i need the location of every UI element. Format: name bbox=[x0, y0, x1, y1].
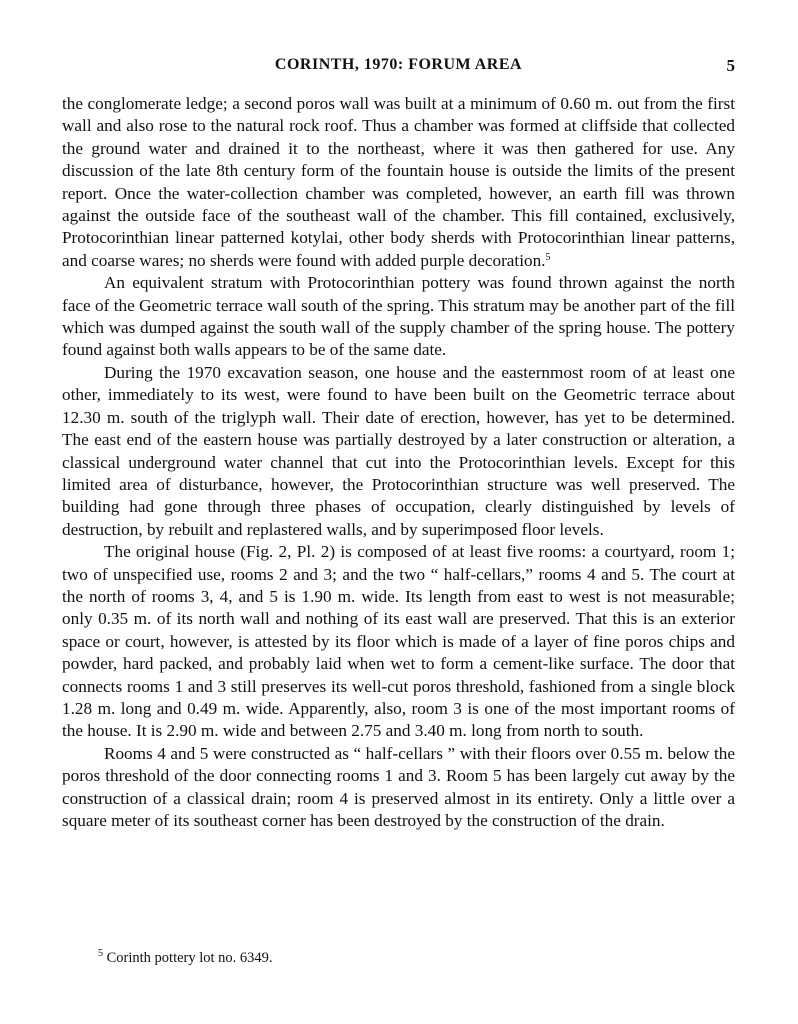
running-header bbox=[62, 56, 735, 80]
paragraph-1-text: the conglomerate ledge; a second poros wall was built at a minimum of 0.60 m. out from the first wall and also rose to the natural rock roof. Thus a chamber was formed at cliffside that collected the ground water and drained it to the northeast, where it was then gathered for use. Any discussion of the late 8th century form of the fountain house is outside the limits of the present report. Once the water-collection chamber was completed, however, an earth fill was thrown against the outside face of the southeast wall of the chamber. This fill contained, exclusively, Protocorinthian linear patterned kotylai, other body sherds with Protocorinthian linear patterns, and coarse wares; no sherds were found with added purple decoration. bbox=[62, 94, 735, 270]
paragraph-4: The original house (Fig. 2, Pl. 2) is composed of at least five rooms: a courtyard, room 1; two of unspecified use, rooms 2 and 3; and the two “ half-cellars,” rooms 4 and 5. The court at the north of rooms 3, 4, and 5 is 1.90 m. wide. Its length from east to west is not measurable; only 0.35 m. of its north wall and nothing of its east wall are preserved. That this is an exterior space or court, however, is attested by its floor which is made of a layer of fine poros chips and powder, hard packed, and probably laid when wet to form a cement-like surface. The door that connects rooms 1 and 3 still preserves its well-cut poros threshold, fashioned from a single block 1.28 m. long and 0.49 m. wide. Apparently, also, room 3 is one of the most important rooms of the house. It is 2.90 m. wide and between 2.75 and 3.40 m. long from north to south. bbox=[62, 542, 735, 741]
footnote-text: Corinth pottery lot no. 6349. bbox=[106, 950, 273, 966]
paragraph-2: An equivalent stratum with Protocorinthian pottery was found thrown against the north face of the Geometric terrace wall south of the spring. This stratum may be another part of the fill which was dumped against the south wall of the supply chamber of the spring house. The pottery found against both walls appears to be of the same date. bbox=[62, 273, 735, 360]
page-number: 5 bbox=[726, 56, 735, 75]
paragraph-5: Rooms 4 and 5 were constructed as “ half-cellars ” with their floors over 0.55 m. below the poros threshold of the door connecting rooms 1 and 3. Room 5 has been largely cut away by the construction of a classical drain; room 4 is preserved almost in its entirety. Only a little over a square meter of its southeast corner has been destroyed by the construction of the drain. bbox=[62, 743, 735, 830]
footnote-reference: 5 bbox=[545, 251, 551, 263]
paragraph-1 bbox=[62, 93, 735, 272]
footnote-marker: 5 bbox=[98, 948, 103, 959]
footnote bbox=[98, 949, 273, 967]
body-text bbox=[62, 93, 735, 832]
paragraph-3: During the 1970 excavation season, one house and the easternmost room of at least one other, immediately to its west, were found to have been built on the Geometric terrace about 12.30 m. south of the triglyph wall. Their date of erection, however, has yet to be determined. The east end of the eastern house was partially destroyed by a later construction or alteration, a classical underground water channel that cut into the Protocorinthian levels. Except for this limited area of disturbance, however, the Protocorinthian structure was well preserved. The building had gone through three phases of occupation, clearly distinguished by levels of destruction, by rebuilt and replastered walls, and by superimposed floor levels. bbox=[62, 362, 735, 539]
running-title: CORINTH, 1970: FORUM AREA bbox=[274, 56, 523, 73]
